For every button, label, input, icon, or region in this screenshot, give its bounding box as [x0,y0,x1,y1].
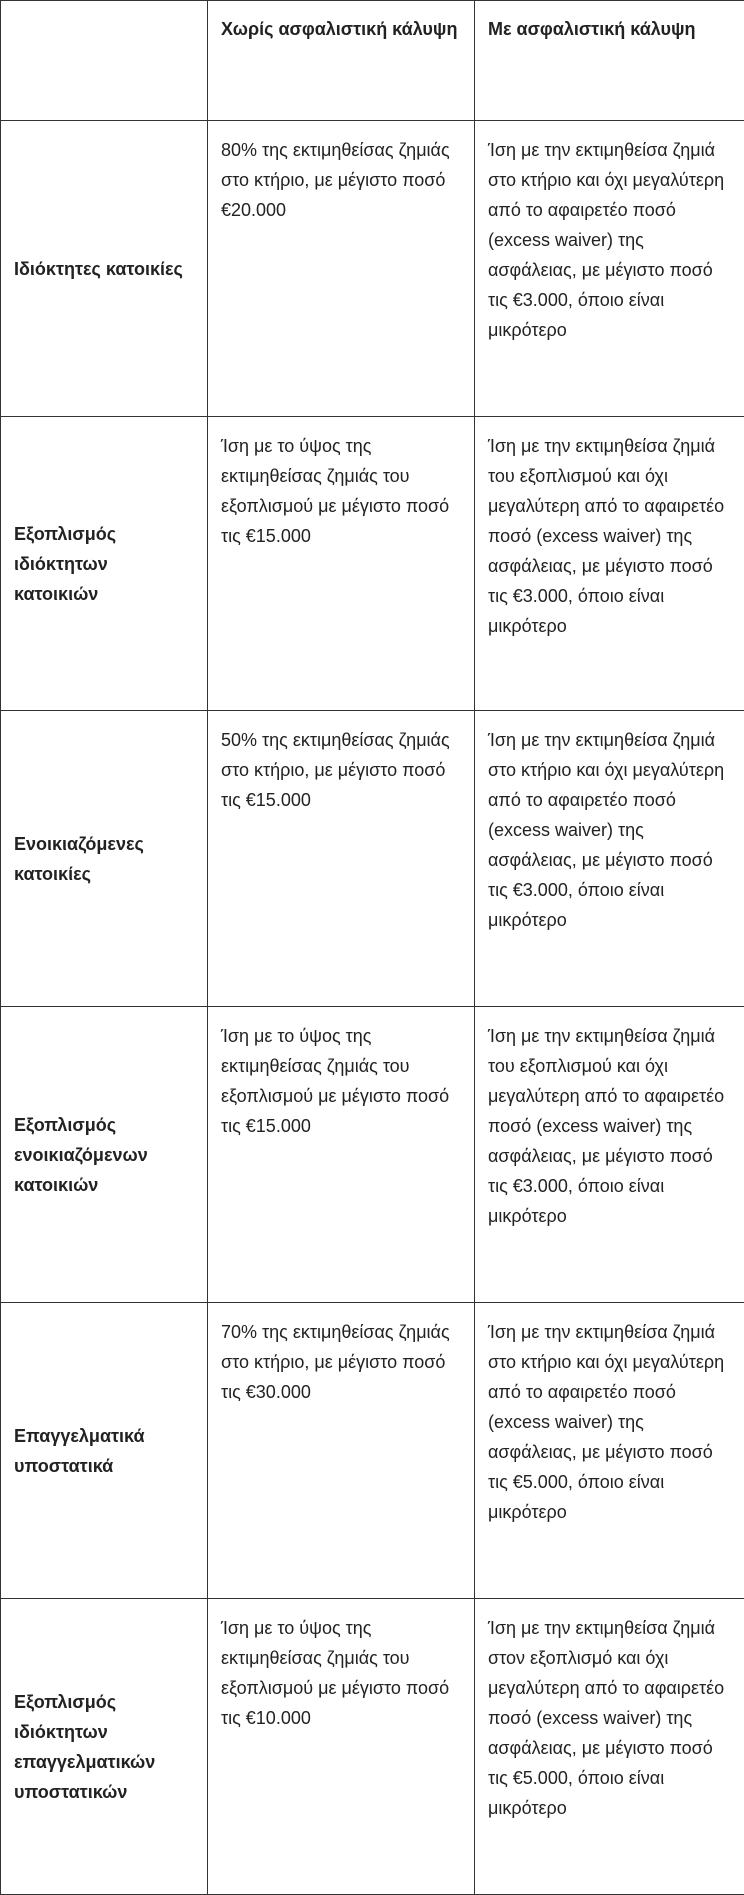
table-row [1,1007,744,1303]
without-insurance-cell: 50% της εκτιμηθείσας ζημιάς στο κτήριο, με μέγιστο ποσό τις €15.000 [208,711,475,1007]
row-header: Εξοπλισμός ιδιόκτητων επαγγελματικών υποστατικών [1,1599,208,1895]
without-insurance-cell: 70% της εκτιμηθείσας ζημιάς στο κτήριο, με μέγιστο ποσό τις €30.000 [208,1303,475,1599]
without-insurance-cell: 80% της εκτιμηθείσας ζημιάς στο κτήριο, με μέγιστο ποσό €20.000 [208,121,475,417]
with-insurance-cell: Ίση με την εκτιμηθείσα ζημιά του εξοπλισμού και όχι μεγαλύτερη από το αφαιρετέο ποσό (excess waiver) της ασφάλειας, με μέγιστο ποσό τις €3.000, όποιο είναι μικρότερο [475,417,744,711]
row-header: Επαγγελματικά υποστατικά [1,1303,208,1599]
with-insurance-cell: Ίση με την εκτιμηθείσα ζημιά στο κτήριο και όχι μεγαλύτερη από το αφαιρετέο ποσό (excess waiver) της ασφάλειας, με μέγιστο ποσό τις €5.000, όποιο είναι μικρότερο [475,1303,744,1599]
table-row [1,417,744,711]
header-cell-with-insurance: Με ασφαλιστική κάλυψη [475,1,744,121]
with-insurance-cell: Ίση με την εκτιμηθείσα ζημιά στο κτήριο και όχι μεγαλύτερη από το αφαιρετέο ποσό (excess waiver) της ασφάλειας, με μέγιστο ποσό τις €3.000, όποιο είναι μικρότερο [475,121,744,417]
without-insurance-cell: Ίση με το ύψος της εκτιμηθείσας ζημιάς του εξοπλισμού με μέγιστο ποσό τις €15.000 [208,1007,475,1303]
row-header: Ιδιόκτητες κατοικίες [1,121,208,417]
row-header: Ενοικιαζόμενες κατοικίες [1,711,208,1007]
header-cell-category [1,1,208,121]
with-insurance-cell: Ίση με την εκτιμηθείσα ζημιά του εξοπλισμού και όχι μεγαλύτερη από το αφαιρετέο ποσό (excess waiver) της ασφάλειας, με μέγιστο ποσό τις €3.000, όποιο είναι μικρότερο [475,1007,744,1303]
with-insurance-cell: Ίση με την εκτιμηθείσα ζημιά στο κτήριο και όχι μεγαλύτερη από το αφαιρετέο ποσό (excess waiver) της ασφάλειας, με μέγιστο ποσό τις €3.000, όποιο είναι μικρότερο [475,711,744,1007]
table-row [1,121,744,417]
row-header: Εξοπλισμός ιδιόκτητων κατοικιών [1,417,208,711]
table-row [1,711,744,1007]
row-header: Εξοπλισμός ενοικιαζόμενων κατοικιών [1,1007,208,1303]
table-row [1,1303,744,1599]
with-insurance-cell: Ίση με την εκτιμηθείσα ζημιά στον εξοπλισμό και όχι μεγαλύτερη από το αφαιρετέο ποσό (excess waiver) της ασφάλειας, με μέγιστο ποσό τις €5.000, όποιο είναι μικρότερο [475,1599,744,1895]
header-cell-without-insurance: Χωρίς ασφαλιστική κάλυψη [208,1,475,121]
without-insurance-cell: Ίση με το ύψος της εκτιμηθείσας ζημιάς του εξοπλισμού με μέγιστο ποσό τις €10.000 [208,1599,475,1895]
table-row [1,1599,744,1895]
without-insurance-cell: Ίση με το ύψος της εκτιμηθείσας ζημιάς του εξοπλισμού με μέγιστο ποσό τις €15.000 [208,417,475,711]
table-header-row [1,1,744,121]
